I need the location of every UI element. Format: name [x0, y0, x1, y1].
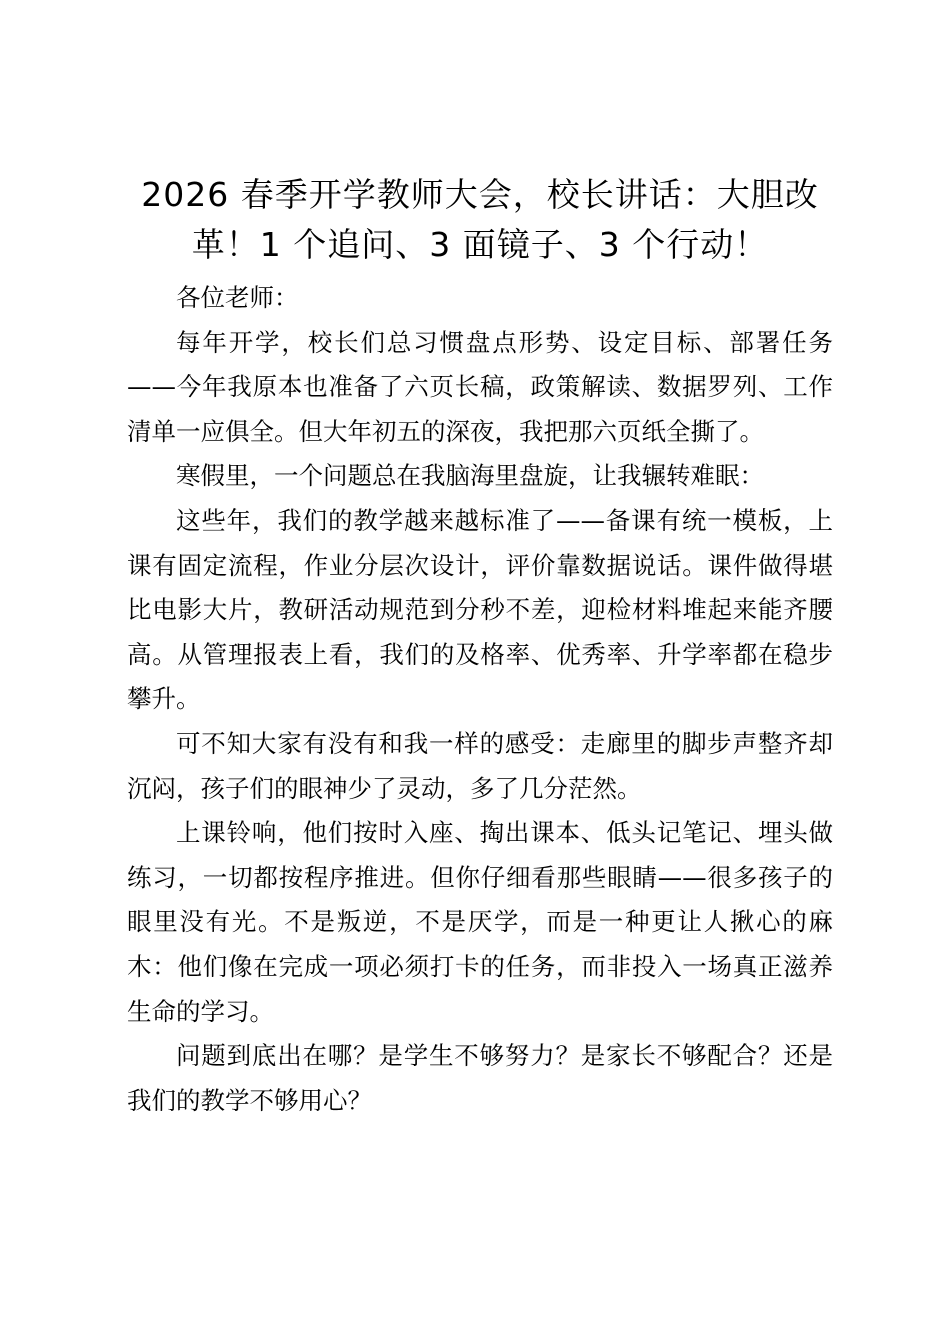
paragraph-2: 寒假里，一个问题总在我脑海里盘旋，让我辗转难眠： [176, 461, 764, 491]
paragraph-5: 上课铃响，他们按时入座、掏出课本、低头记笔记、埋头做练习，一切都按程序推进。但你仔细看那些眼睛——很多孩子的眼里没有光。不是叛逆，不是厌学，而是一种更让人揪心的麻木：他们像在完成一项必须打卡的任务，而非投入一场真正滋养生命的学习。 [127, 818, 833, 1026]
paragraph-3: 这些年，我们的教学越来越标准了——备课有统一模板，上课有固定流程，作业分层次设计，评价靠数据说话。课件做得堪比电影大片，教研活动规范到分秒不差，迎检材料堆起来能齐腰高。从管理报表上看，我们的及格率、优秀率、升学率都在稳步攀升。 [127, 505, 833, 714]
salutation: 各位老师： [176, 283, 299, 312]
paragraph-4: 可不知大家有没有和我一样的感受：走廊里的脚步声整齐却沉闷，孩子们的眼神少了灵动，多了几分茫然。 [127, 728, 833, 803]
paragraph-6: 问题到底出在哪？是学生不够努力？是家长不够配合？还是我们的教学不够用心？ [127, 1041, 833, 1115]
document-title: 2026 春季开学教师大会，校长讲话：大胆改革！1 个追问、3 面镜子、3 个行动！ [141, 175, 819, 264]
document-body [127, 170, 833, 1123]
paragraph-1: 每年开学，校长们总习惯盘点形势、设定目标、部署任务——今年我原本也准备了六页长稿，政策解读、数据罗列、工作清单一应俱全。但大年初五的深夜，我把那六页纸全撕了。 [127, 327, 833, 446]
